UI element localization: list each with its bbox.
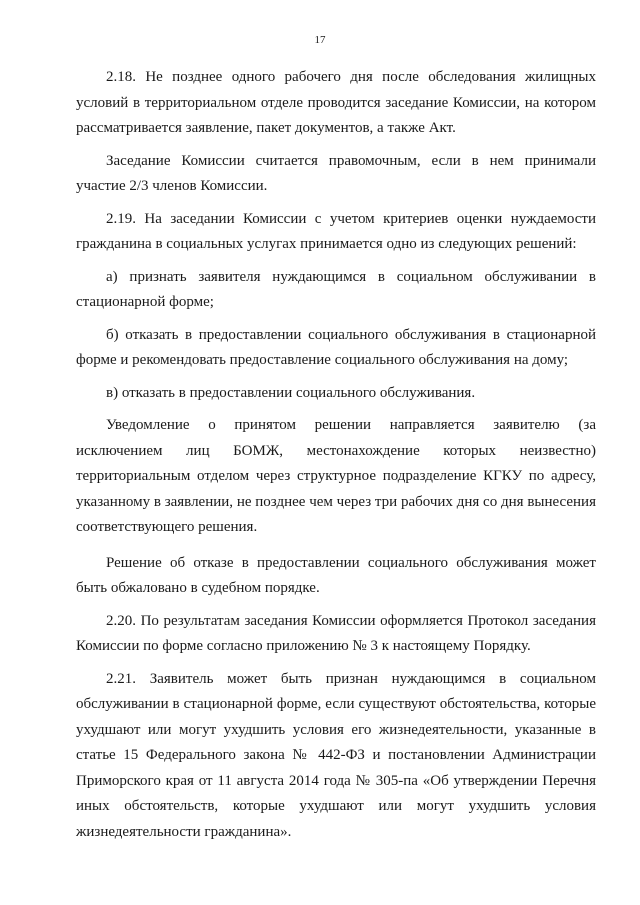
page-number: 17	[314, 34, 326, 46]
decision-option-v: в) отказать в предоставлении социального обслуживания.	[106, 384, 476, 401]
paragraph-2-21: 2.21. Заявитель может быть признан нуждающимся в социальном обслуживании в стационарной форме, если существуют обстоятельства, которые ухудшают или могут ухудшить условия его жизнедеятельности, указанные в статье 15 Федерального закона № 442-ФЗ и постановлении Администрации Приморского края от 11 августа 2014 года № 305-па «Об утверждении Перечня иных обстоятельств, которые ухудшают или могут ухудшить условия жизнедеятельности гражданина».	[76, 670, 596, 840]
decision-option-b: б) отказать в предоставлении социального обслуживания в стационарной форме и рекомендовать предоставление социального обслуживания на дому;	[76, 326, 596, 368]
paragraph-2-18: 2.18. Не позднее одного рабочего дня после обследования жилищных условий в территориальном отделе проводится заседание Комиссии, на котором рассматривается заявление, пакет документов, а также Акт.	[76, 69, 596, 136]
paragraph-quorum: Заседание Комиссии считается правомочным, если в нем принимали участие 2/3 членов Комиссии.	[76, 152, 596, 194]
paragraph-appeal: Решение об отказе в предоставлении социального обслуживания может быть обжаловано в судебном порядке.	[76, 554, 596, 596]
paragraph-2-19: 2.19. На заседании Комиссии с учетом критериев оценки нуждаемости гражданина в социальных услугах принимается одно из следующих решений:	[76, 210, 596, 252]
document-body	[76, 65, 596, 845]
decision-option-a: а) признать заявителя нуждающимся в социальном обслуживании в стационарной форме;	[76, 268, 596, 310]
paragraph-2-20: 2.20. По результатам заседания Комиссии оформляется Протокол заседания Комиссии по форме согласно приложению № 3 к настоящему Порядку.	[76, 612, 596, 654]
paragraph-notification: Уведомление о принятом решении направляется заявителю (за исключением лиц БОМЖ, местонахождение которых неизвестно) территориальным отделом через структурное подразделение КГКУ по адресу, указанному в заявлении, не позднее чем через три рабочих дня со дня вынесения соответствующего решения.	[76, 417, 596, 535]
